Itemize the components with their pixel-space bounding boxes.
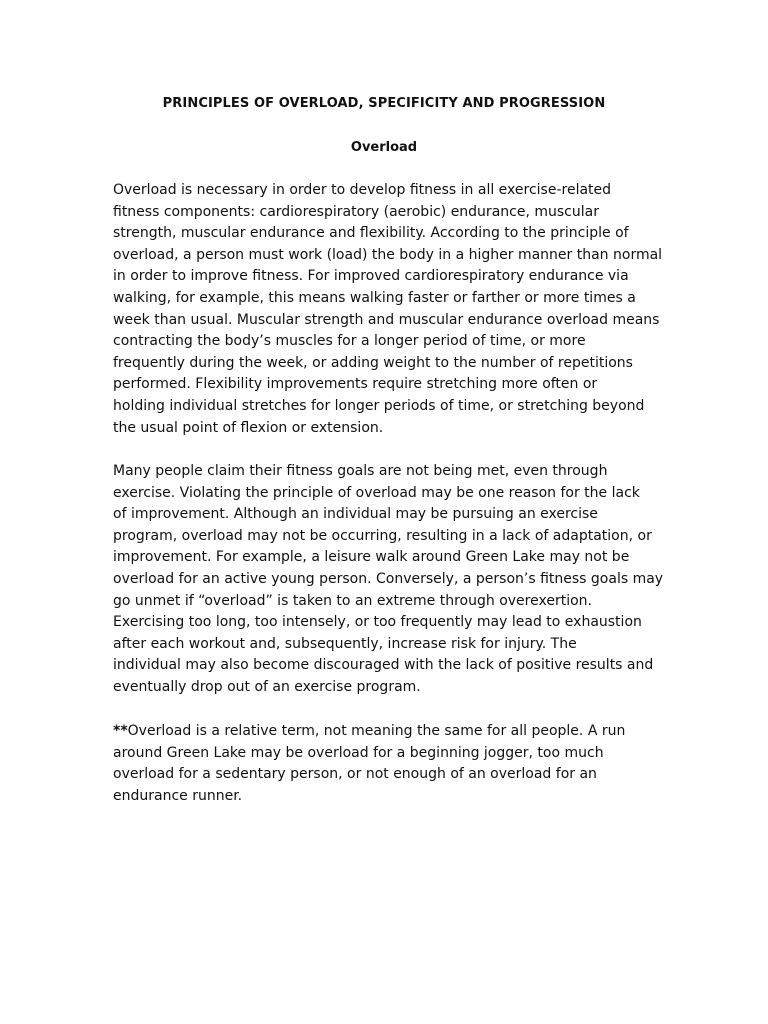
text-line: strength, muscular endurance and flexibility. According to the principle of: [113, 225, 629, 242]
text-line: Many people claim their fitness goals are not being met, even through: [113, 463, 608, 479]
note-marker: **: [113, 723, 128, 739]
text-line: exercise. Violating the principle of overload may be one reason for the lack: [113, 484, 640, 501]
note-paragraph: [113, 721, 673, 807]
text-line: the usual point of flexion or extension.: [113, 419, 384, 436]
text-line: Overload is necessary in order to develop fitness in all exercise-related: [113, 182, 612, 198]
text-line: endurance runner.: [113, 787, 243, 804]
text-line: walking, for example, this means walking faster or farther or more times a: [113, 289, 636, 306]
page-title: PRINCIPLES OF OVERLOAD, SPECIFICITY AND PROGRESSION: [162, 96, 606, 111]
text-line: frequently during the week, or adding weight to the number of repetitions: [113, 354, 633, 371]
text-line: around Green Lake may be overload for a beginning jogger, too much: [113, 744, 604, 761]
section-heading: Overload: [350, 140, 418, 155]
text-line: holding individual stretches for longer periods of time, or stretching beyond: [113, 397, 645, 414]
text-line: go unmet if “overload” is taken to an extreme through overexertion.: [113, 592, 592, 609]
text-line: overload for a sedentary person, or not enough of an overload for an: [113, 766, 597, 783]
paragraph: [113, 461, 673, 699]
text-line: contracting the body’s muscles for a longer period of time, or more: [113, 333, 586, 350]
text-line: of improvement. Although an individual may be pursuing an exercise: [113, 506, 598, 523]
text-line: overload for an active young person. Conversely, a person’s fitness goals may: [113, 570, 664, 587]
text-line: Exercising too long, too intensely, or too frequently may lead to exhaustion: [113, 614, 642, 631]
text-line: overload, a person must work (load) the body in a higher manner than normal: [113, 246, 663, 263]
paragraph: [113, 180, 673, 439]
text-line: in order to improve fitness. For improved cardiorespiratory endurance via: [113, 268, 629, 285]
text-line: program, overload may not be occurring, resulting in a lack of adaptation, or: [113, 527, 652, 544]
text-line-content: Overload is a relative term, not meaning the same for all people. A run: [127, 723, 626, 739]
text-line: eventually drop out of an exercise program.: [113, 678, 421, 695]
text-line: week than usual. Muscular strength and muscular endurance overload means: [113, 311, 660, 328]
text-line: [113, 721, 673, 743]
text-line: fitness components: cardiorespiratory (aerobic) endurance, muscular: [113, 203, 599, 220]
text-line: performed. Flexibility improvements require stretching more often or: [113, 376, 598, 393]
text-line: individual may also become discouraged with the lack of positive results and: [113, 657, 654, 674]
text-line: improvement. For example, a leisure walk around Green Lake may not be: [113, 549, 630, 566]
text-line: after each workout and, subsequently, increase risk for injury. The: [113, 635, 577, 652]
